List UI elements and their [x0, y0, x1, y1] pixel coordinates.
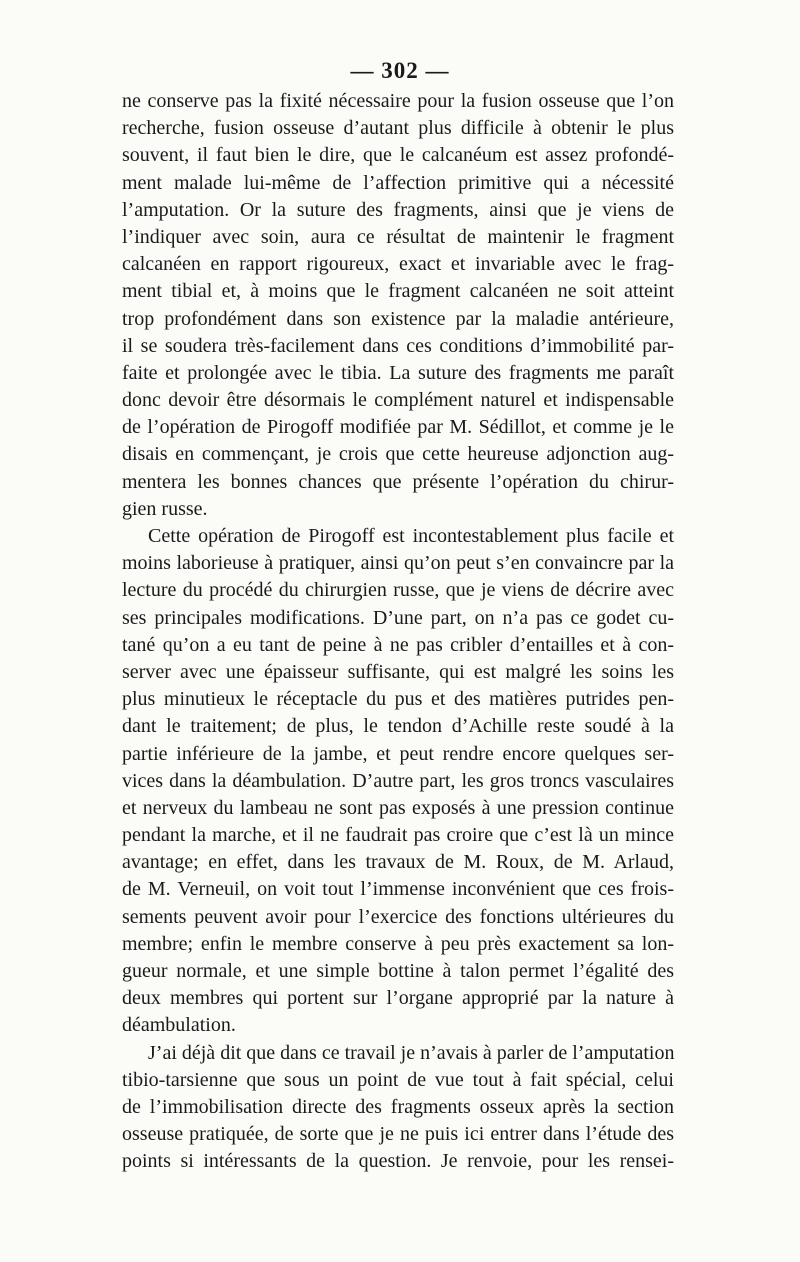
- text-line: l’amputation. Or la suture des fragments, ainsi que je viens de: [122, 198, 674, 221]
- body-text: [122, 88, 674, 1176]
- text-line: tibio-tarsienne que sous un point de vue tout à fait spécial, celui: [122, 1068, 674, 1091]
- text-line: déambulation.: [122, 1014, 236, 1037]
- text-line: dant le traitement; de plus, le tendon d’Achille reste soudé à la: [122, 715, 674, 738]
- paragraph: [122, 88, 674, 523]
- text-line: de l’immobilisation directe des fragments osseux après la section: [122, 1095, 674, 1118]
- page-number: — 302 —: [350, 58, 450, 83]
- text-line: disais en commençant, je crois que cette heureuse adjonction aug-: [122, 443, 674, 466]
- text-line: ses principales modifications. D’une part, on n’a pas ce godet cu-: [122, 606, 674, 629]
- text-line: moins laborieuse à pratiquer, ainsi qu’on peut s’en convaincre par la: [122, 552, 674, 575]
- text-line: server avec une épaisseur suffisante, qui est malgré les soins les: [122, 660, 674, 683]
- text-line: souvent, il faut bien le dire, que le calcanéum est assez profondé-: [122, 144, 674, 167]
- text-line: deux membres qui portent sur l’organe approprié par la nature à: [122, 987, 674, 1010]
- text-line: mentera les bonnes chances que présente l’opération du chirur-: [122, 470, 674, 493]
- text-line: ne conserve pas la fixité nécessaire pour la fusion osseuse que l’on: [122, 90, 674, 112]
- text-line: plus minutieux le réceptacle du pus et des matières putrides pen-: [122, 688, 674, 711]
- text-line: partie inférieure de la jambe, et peut rendre encore quelques ser-: [122, 742, 674, 765]
- text-line: trop profondément dans son existence par la maladie antérieure,: [122, 307, 674, 330]
- text-line: lecture du procédé du chirurgien russe, que je viens de décrire avec: [122, 579, 674, 602]
- text-line: J’ai déjà dit que dans ce travail je n’avais à parler de l’amputation: [148, 1041, 675, 1064]
- text-line: donc devoir être désormais le complément naturel et indispensable: [122, 389, 674, 412]
- text-line: il se soudera très-facilement dans ces conditions d’immobilité par-: [122, 334, 674, 357]
- text-line: pendant la marche, et il ne faudrait pas croire que c’est là un mince: [122, 824, 674, 847]
- text-line: et nerveux du lambeau ne sont pas exposés à une pression continue: [122, 796, 674, 819]
- text-line: calcanéen en rapport rigoureux, exact et invariable avec le frag-: [122, 253, 674, 276]
- text-line: de M. Verneuil, on voit tout l’immense inconvénient que ces frois-: [122, 878, 674, 901]
- text-line: l’indiquer avec soin, aura ce résultat de maintenir le fragment: [122, 225, 674, 248]
- text-line: recherche, fusion osseuse d’autant plus difficile à obtenir le plus: [122, 117, 674, 140]
- text-line: sements peuvent avoir pour l’exercice des fonctions ultérieures du: [122, 905, 674, 928]
- text-line: points si intéressants de la question. Je renvoie, pour les rensei-: [122, 1150, 674, 1173]
- text-line: membre; enfin le membre conserve à peu près exactement sa lon-: [122, 932, 674, 955]
- text-line: gien russe.: [122, 497, 208, 520]
- text-line: de l’opération de Pirogoff modifiée par M. Sédillot, et comme je le: [122, 416, 674, 439]
- text-line: avantage; en effet, dans les travaux de M. Roux, de M. Arlaud,: [122, 851, 674, 874]
- text-line: Cette opération de Pirogoff est incontestablement plus facile et: [148, 525, 674, 547]
- text-line: tané qu’on a eu tant de peine à ne pas cribler d’entailles et à con-: [122, 633, 674, 656]
- text-line: faite et prolongée avec le tibia. La suture des fragments me paraît: [122, 361, 674, 384]
- text-line: osseuse pratiquée, de sorte que je ne puis ici entrer dans l’étude des: [122, 1123, 674, 1146]
- text-line: ment malade lui-même de l’affection primitive qui a nécessité: [122, 171, 674, 194]
- text-line: ment tibial et, à moins que le fragment calcanéen ne soit atteint: [122, 280, 674, 303]
- paragraph: [122, 1040, 674, 1176]
- paragraph: [122, 523, 674, 1040]
- text-line: vices dans la déambulation. D’autre part, les gros troncs vasculaires: [122, 769, 674, 792]
- text-line: gueur normale, et une simple bottine à talon permet l’égalité des: [122, 960, 674, 982]
